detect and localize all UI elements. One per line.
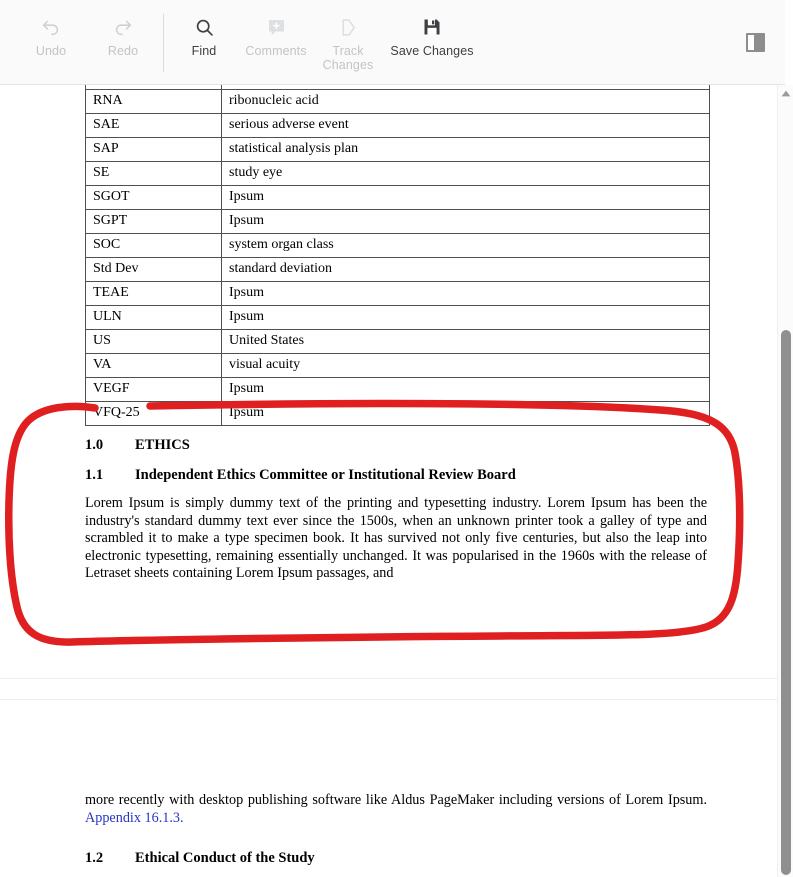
table-cell-definition: visual acuity: [222, 354, 710, 378]
save-floppy-icon: [419, 14, 445, 40]
paragraph-page2-text: more recently with desktop publishing software like Aldus PageMaker including versions of Lorem Ipsum.: [85, 792, 707, 808]
heading-iec-title: Independent Ethics Committee or Institutional Review Board: [135, 467, 516, 484]
table-cell-definition: ribonucleic acid: [222, 90, 710, 114]
track-changes-icon: [335, 14, 361, 40]
paragraph-ethics-page1: Lorem Ipsum is simply dummy text of the printing and typesetting industry. Lorem Ipsum has been the industry's standard dummy text ever since the 1500s, when an unknown printer took a galley of type and scrambled it to make a type specimen book. It has survived not only five centuries, but also the leap into electronic typesetting, remaining essentially unchanged. It was popularised in the 1960s with the release of Letraset sheets containing Lorem Ipsum passages, and: [85, 495, 707, 582]
heading-ethics: [85, 436, 707, 454]
table-cell-abbreviation: VA: [86, 354, 222, 378]
table-cell-definition: Ipsum: [222, 282, 710, 306]
undo-button[interactable]: [15, 0, 87, 85]
table-cell-definition: Ipsum: [222, 210, 710, 234]
table-row: [86, 378, 710, 402]
table-cell-abbreviation: SE: [86, 162, 222, 186]
abbreviations-table: [85, 85, 710, 426]
comments-button[interactable]: [240, 0, 312, 85]
scroll-up-arrow-icon[interactable]: [778, 85, 793, 101]
table-cell-abbreviation: SAP: [86, 138, 222, 162]
redo-label: Redo: [107, 44, 139, 58]
heading-iec: [85, 466, 707, 484]
vertical-scrollbar[interactable]: [777, 85, 793, 877]
table-row: [86, 138, 710, 162]
undo-label: Undo: [35, 44, 67, 58]
toolbar-divider: [163, 14, 164, 72]
table-cell-definition: standard deviation: [222, 258, 710, 282]
table-cell-abbreviation: RNA: [86, 90, 222, 114]
table-cell-abbreviation: ULN: [86, 306, 222, 330]
page-break-separator: [0, 678, 777, 700]
save-changes-label: Save Changes: [390, 44, 474, 58]
document-page-1: [0, 85, 777, 678]
table-row: [86, 258, 710, 282]
heading-ethical-conduct-title: Ethical Conduct of the Study: [135, 850, 315, 866]
table-cell-definition: study eye: [222, 162, 710, 186]
table-cell-abbreviation: Std Dev: [86, 258, 222, 282]
table-row: [86, 114, 710, 138]
table-cell-abbreviation: SOC: [86, 234, 222, 258]
table-cell-definition: Ipsum: [222, 306, 710, 330]
table-cell-definition: Ipsum: [222, 378, 710, 402]
table-row: [86, 186, 710, 210]
comment-add-icon: [263, 14, 289, 40]
find-button[interactable]: [168, 0, 240, 85]
redo-button[interactable]: [87, 0, 159, 85]
track-changes-button[interactable]: [312, 0, 384, 85]
undo-icon: [38, 14, 64, 40]
table-cell-definition: serious adverse event: [222, 114, 710, 138]
table-row: [86, 210, 710, 234]
table-cell-abbreviation: VFQ-25: [86, 402, 222, 426]
table-row: [86, 402, 710, 426]
table-cell-definition: Ipsum: [222, 402, 710, 426]
side-panel-toggle-button[interactable]: [725, 0, 785, 85]
redo-icon: [110, 14, 136, 40]
save-changes-button[interactable]: [384, 0, 480, 85]
heading-ethics-number: 1.0: [85, 437, 104, 454]
table-cell-definition: system organ class: [222, 234, 710, 258]
comments-label: Comments: [245, 44, 307, 58]
table-row: [86, 234, 710, 258]
table-cell-abbreviation: SGOT: [86, 186, 222, 210]
document-scroll-area[interactable]: [0, 85, 777, 877]
table-row: [86, 162, 710, 186]
table-cell-definition: Ipsum: [222, 186, 710, 210]
table-cell-abbreviation: SAE: [86, 114, 222, 138]
track-changes-label: Track Changes: [322, 44, 374, 72]
heading-iec-number: 1.1: [85, 467, 104, 484]
table-cell-definition: United States: [222, 330, 710, 354]
table-row: [86, 282, 710, 306]
table-row: [86, 306, 710, 330]
appendix-link[interactable]: Appendix 16.1.3.: [85, 809, 184, 826]
table-cell-abbreviation: TEAE: [86, 282, 222, 306]
table-cell-abbreviation: SGPT: [86, 210, 222, 234]
heading-ethics-title: ETHICS: [135, 437, 190, 454]
search-icon: [191, 14, 217, 40]
table-cell-abbreviation: US: [86, 330, 222, 354]
table-row: [86, 330, 710, 354]
paragraph-ethics-page2: [85, 792, 707, 827]
toolbar-item-clipped[interactable]: [0, 0, 15, 85]
toolbar: [0, 0, 785, 85]
table-cell-definition: statistical analysis plan: [222, 138, 710, 162]
scroll-thumb[interactable]: [781, 330, 791, 875]
table-cell-abbreviation: VEGF: [86, 378, 222, 402]
document-page-2: [0, 700, 777, 875]
side-panel-toggle-icon: [746, 33, 765, 52]
heading-ethical-conduct-number: 1.2: [85, 850, 104, 866]
table-row: [86, 354, 710, 378]
table-row: [86, 90, 710, 114]
heading-ethical-conduct: [85, 849, 707, 867]
find-label: Find: [191, 44, 217, 58]
